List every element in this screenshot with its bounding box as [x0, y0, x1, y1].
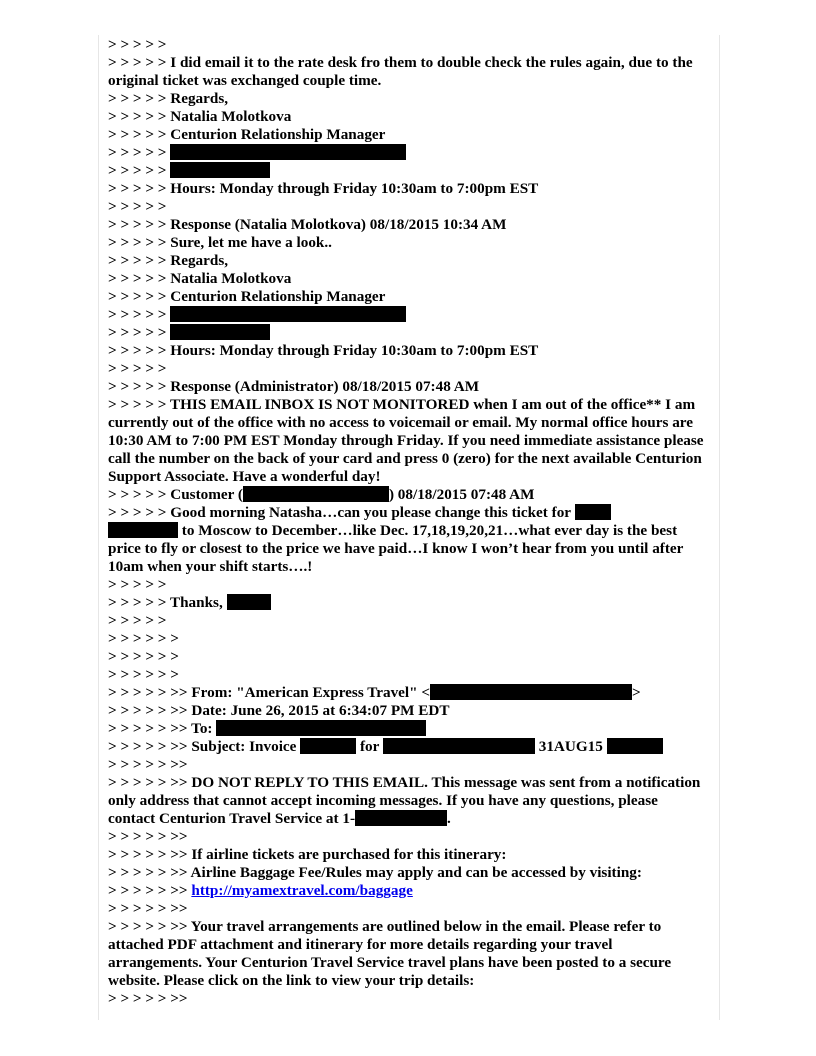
email-line: [108, 702, 708, 720]
email-line: [108, 684, 708, 702]
line-text: > > > > > >>: [108, 990, 188, 1007]
redaction-bar: [170, 324, 270, 340]
email-line: [108, 306, 708, 324]
email-line: [108, 846, 708, 864]
email-paragraph: [108, 774, 708, 828]
redaction-bar: [607, 738, 663, 754]
email-paragraph: [108, 918, 708, 990]
email-line: [108, 180, 708, 198]
email-line: [108, 666, 708, 684]
email-line: [108, 648, 708, 666]
email-line: [108, 612, 708, 630]
line-text: ) 08/18/2015 07:48 AM: [388, 486, 535, 503]
line-text: .: [447, 810, 451, 827]
redaction-bar: [170, 144, 406, 160]
line-text: > > > > > Centurion Relationship Manager: [108, 288, 386, 305]
line-text: > > > > > >: [108, 648, 179, 665]
email-document: [108, 36, 708, 1008]
line-text: > > > > > >> Date: June 26, 2015 at 6:34:07 PM EDT: [108, 702, 450, 719]
line-text: > > > > > >> Your travel arrangements are outlined below in the email. Please refer to attached PDF attachment and itinerary for more details regarding your travel arrangements. Your Centurion Travel Service travel plans have been posted to a secure website. Please click on the link to view your trip details:: [108, 918, 672, 989]
email-line: [108, 594, 708, 612]
email-line: [108, 90, 708, 108]
line-text: > > > > > Customer (: [108, 486, 243, 503]
line-text: > > > > > Thanks,: [108, 594, 227, 611]
email-line: [108, 864, 708, 882]
line-text: > > > > > >: [108, 630, 179, 647]
redaction-bar: [170, 162, 270, 178]
email-line: [108, 990, 708, 1008]
email-line: [108, 378, 708, 396]
line-text: > > > > > >>: [108, 882, 192, 899]
email-line: [108, 36, 708, 54]
line-text: > > > > > >> Subject: Invoice: [108, 738, 301, 755]
email-line: [108, 252, 708, 270]
line-text: > > > > > Regards,: [108, 252, 229, 269]
email-line: [108, 324, 708, 342]
redaction-bar: [170, 306, 406, 322]
email-line: [108, 720, 708, 738]
line-text: > > > > > Centurion Relationship Manager: [108, 126, 386, 143]
email-line: [108, 828, 708, 846]
email-line: [108, 486, 708, 504]
redaction-bar: [575, 504, 611, 520]
email-line: [108, 342, 708, 360]
line-text: > > > > > Response (Administrator) 08/18/2015 07:48 AM: [108, 378, 480, 395]
redaction-bar: [227, 594, 271, 610]
line-text: > > > > > >> DO NOT REPLY TO THIS EMAIL. This message was sent from a notification only address that cannot accept incoming messages. If you have any questions, please contact Centurion Travel Service at 1-: [108, 774, 701, 827]
line-text: > > > > > Natalia Molotkova: [108, 270, 292, 287]
line-text: > > > > > Response (Natalia Molotkova) 08/18/2015 10:34 AM: [108, 216, 507, 233]
line-text: > > > > >: [108, 324, 171, 341]
line-text: to Moscow to December…like Dec. 17,18,19,20,21…what ever day is the best price to fly or closest to the price we have paid…I know I won’t hear from you until after 10am when your shift starts….!: [108, 522, 684, 575]
line-text: > > > > >: [108, 576, 167, 593]
line-text: > > > > > Hours: Monday through Friday 10:30am to 7:00pm EST: [108, 342, 539, 359]
redaction-bar: [300, 738, 356, 754]
email-line: [108, 270, 708, 288]
redaction-bar: [355, 810, 447, 826]
line-text: > > > > > >>: [108, 756, 188, 773]
redaction-bar: [383, 738, 535, 754]
email-paragraph: [108, 54, 708, 90]
line-text: > > > > > >>: [108, 900, 188, 917]
line-text: > > > > >: [108, 612, 167, 629]
line-text: > > > > > Sure, let me have a look..: [108, 234, 332, 251]
line-text: >: [632, 684, 641, 701]
line-text: > > > > >: [108, 162, 171, 179]
email-line: [108, 738, 708, 756]
email-line: [108, 900, 708, 918]
line-text: > > > > > >> Airline Baggage Fee/Rules may apply and can be accessed by visiting:: [108, 864, 642, 881]
redaction-bar: [430, 684, 632, 700]
line-text: > > > > > >>: [108, 828, 188, 845]
line-text: > > > > > Good morning Natasha…can you please change this ticket for: [108, 504, 575, 521]
line-text: > > > > > >> From: "American Express Travel" <: [108, 684, 431, 701]
email-line: [108, 234, 708, 252]
line-text: > > > > > THIS EMAIL INBOX IS NOT MONITORED when I am out of the office** I am currently out of the office with no access to voicemail or email. My normal office hours are 10:30 AM to 7:00 PM EST Monday through Friday. If you need immediate assistance please call the number on the back of your card and press 0 (zero) for the next available Centurion Support Associate. Have a wonderful day!: [108, 396, 704, 485]
line-text: > > > > > Natalia Molotkova: [108, 108, 292, 125]
line-text: 31AUG15: [534, 738, 607, 755]
email-line: [108, 216, 708, 234]
redaction-bar: [216, 720, 426, 736]
email-line: [108, 288, 708, 306]
email-line: [108, 360, 708, 378]
line-text: > > > > >: [108, 306, 171, 323]
email-line: [108, 576, 708, 594]
redaction-bar: [243, 486, 389, 502]
line-text: > > > > >: [108, 198, 167, 215]
line-text: > > > > > >: [108, 666, 179, 683]
email-line: [108, 108, 708, 126]
email-paragraph: [108, 396, 708, 486]
line-text: > > > > > Regards,: [108, 90, 229, 107]
email-paragraph: [108, 522, 708, 576]
line-text: > > > > >: [108, 360, 167, 377]
email-line: [108, 504, 708, 522]
baggage-link[interactable]: http://myamextravel.com/baggage: [191, 882, 413, 899]
line-text: > > > > > I did email it to the rate desk fro them to double check the rules again, due to the original ticket was exchanged couple time.: [108, 54, 693, 89]
line-text: for: [356, 738, 383, 755]
redaction-bar: [108, 522, 178, 538]
email-line: [108, 126, 708, 144]
line-text: > > > > >: [108, 144, 171, 161]
email-line: [108, 630, 708, 648]
email-line: [108, 756, 708, 774]
email-line: [108, 162, 708, 180]
email-line: [108, 144, 708, 162]
line-text: > > > > > >> To:: [108, 720, 217, 737]
email-line: [108, 882, 708, 900]
line-text: > > > > >: [108, 36, 167, 53]
email-line: [108, 198, 708, 216]
line-text: > > > > > Hours: Monday through Friday 10:30am to 7:00pm EST: [108, 180, 539, 197]
line-text: > > > > > >> If airline tickets are purchased for this itinerary:: [108, 846, 507, 863]
